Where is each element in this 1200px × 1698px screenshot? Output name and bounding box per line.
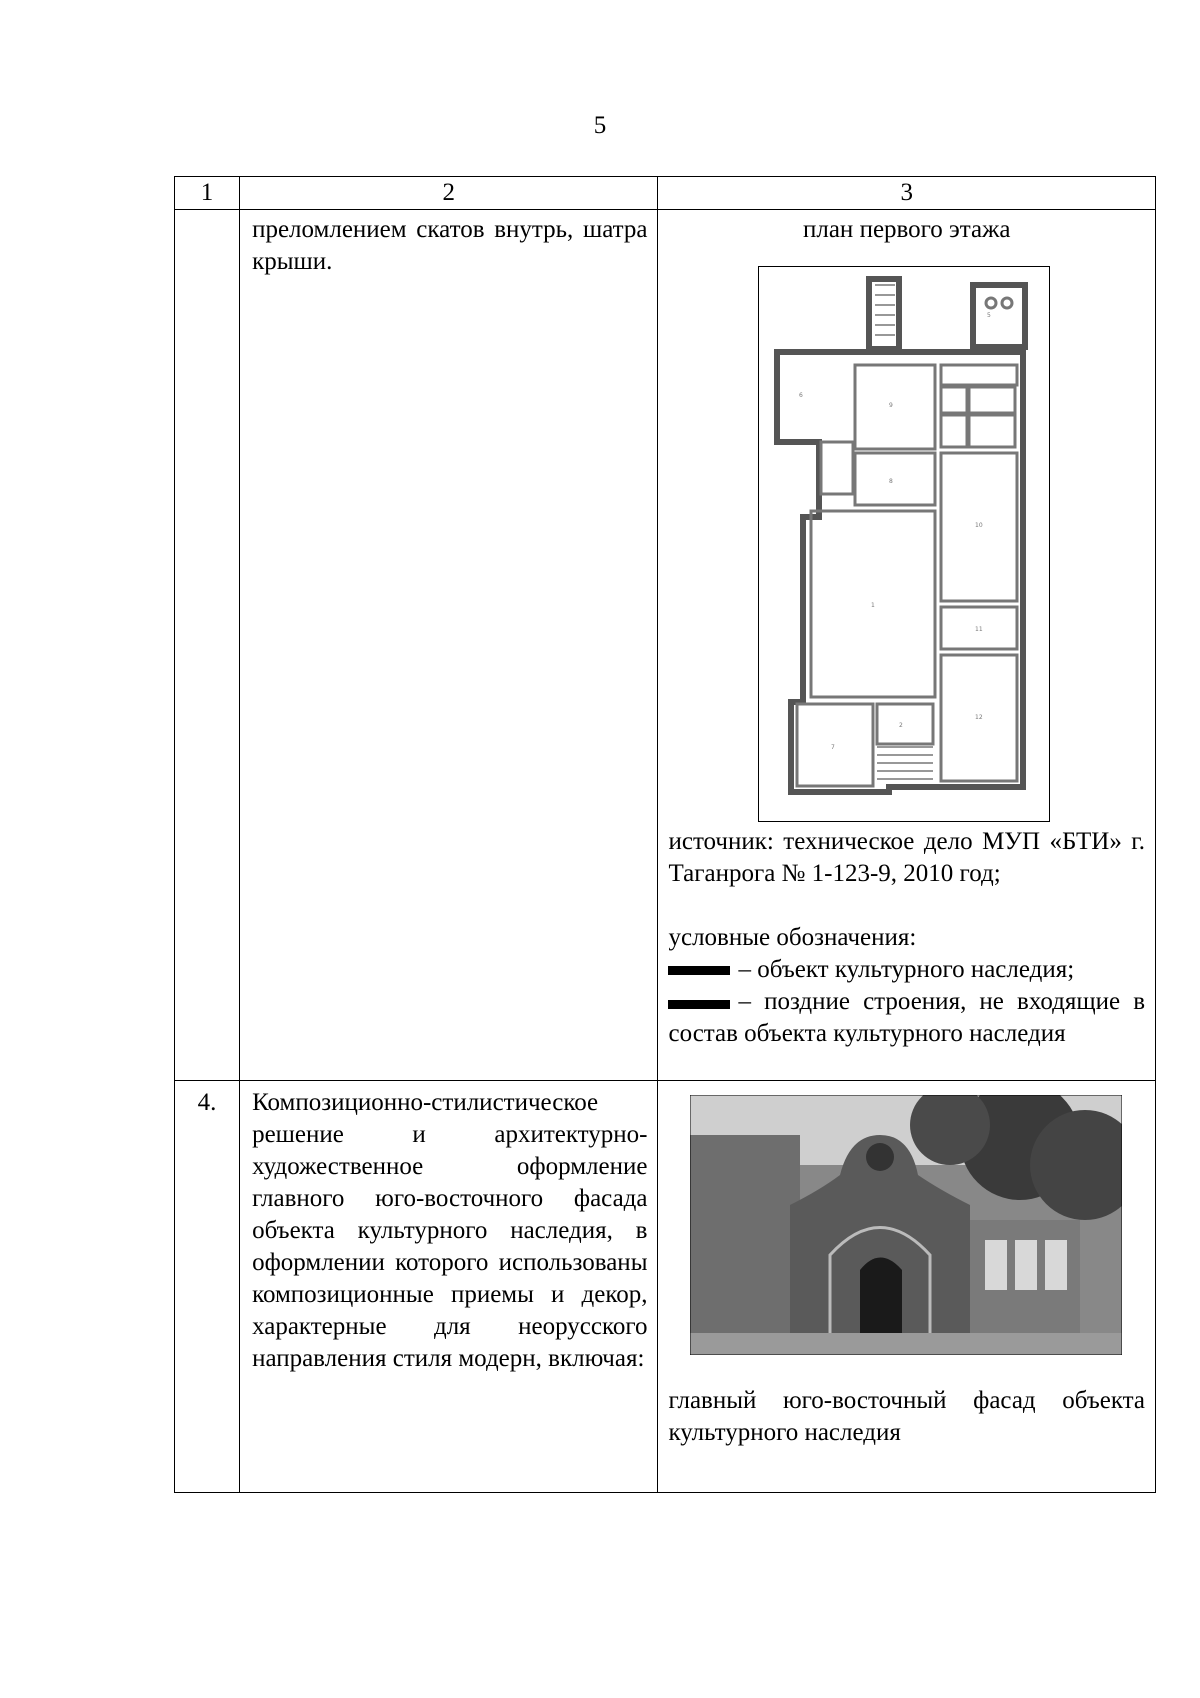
page-number: 5 <box>593 112 607 139</box>
svg-text:6: 6 <box>799 392 804 399</box>
plan-source: источник: техническое дело МУП «БТИ» г. Таганрога № 1-123-9, 2010 год; <box>668 828 1145 887</box>
svg-text:7: 7 <box>831 744 836 751</box>
legend-label-heritage: – объект культурного наследия; <box>738 956 1075 983</box>
description-text-4: Композиционно-стилистическое решение и архитектурно-художественное оформление главного юго-восточного фасада объекта культурного наследия, в оформлении которого использованы композиционные приемы и декор, характерные для неорусского направления стиля модерн, включая: <box>252 1089 648 1372</box>
header-col-3: 3 <box>658 177 1156 210</box>
svg-text:8: 8 <box>889 478 894 485</box>
description-text: преломлением скатов внутрь, шатра крыши. <box>252 216 648 275</box>
facade-photo-drawing <box>690 1095 1122 1355</box>
row-number-cell <box>175 210 240 1081</box>
table-header-row <box>175 177 1156 210</box>
table-row-4 <box>175 1081 1156 1493</box>
floor-plan-drawing <box>759 267 1049 821</box>
svg-text:12: 12 <box>975 714 984 721</box>
legend-swatch-later <box>668 1000 730 1009</box>
svg-text:9: 9 <box>889 402 894 409</box>
facade-photo <box>690 1095 1122 1355</box>
legend-title: условные обозначения: <box>668 924 917 951</box>
svg-text:10: 10 <box>975 522 984 529</box>
legend-item-heritage <box>668 954 1145 986</box>
header-col-2: 2 <box>240 177 658 210</box>
svg-text:11: 11 <box>975 626 984 633</box>
svg-text:5: 5 <box>987 312 992 319</box>
table-row-continued <box>175 210 1156 1081</box>
header-col-1: 1 <box>175 177 240 210</box>
floor-plan-image <box>758 266 1050 822</box>
legend-label-later: – поздние строения, не входящие в состав объекта культурного наследия <box>668 988 1145 1047</box>
legend-swatch-heritage <box>668 966 730 975</box>
photo-cell <box>658 1081 1156 1493</box>
plan-title: план первого этажа <box>802 216 1011 243</box>
photo-caption: главный юго-восточный фасад объекта культурного наследия <box>668 1387 1145 1446</box>
row-number: 4. <box>175 1081 240 1493</box>
description-cell <box>240 210 658 1081</box>
description-cell-4 <box>240 1081 658 1493</box>
legend-item-later <box>668 986 1145 1050</box>
svg-text:1: 1 <box>871 602 876 609</box>
heritage-table <box>174 176 1156 1493</box>
illustration-cell <box>658 210 1156 1081</box>
svg-text:2: 2 <box>899 722 904 729</box>
